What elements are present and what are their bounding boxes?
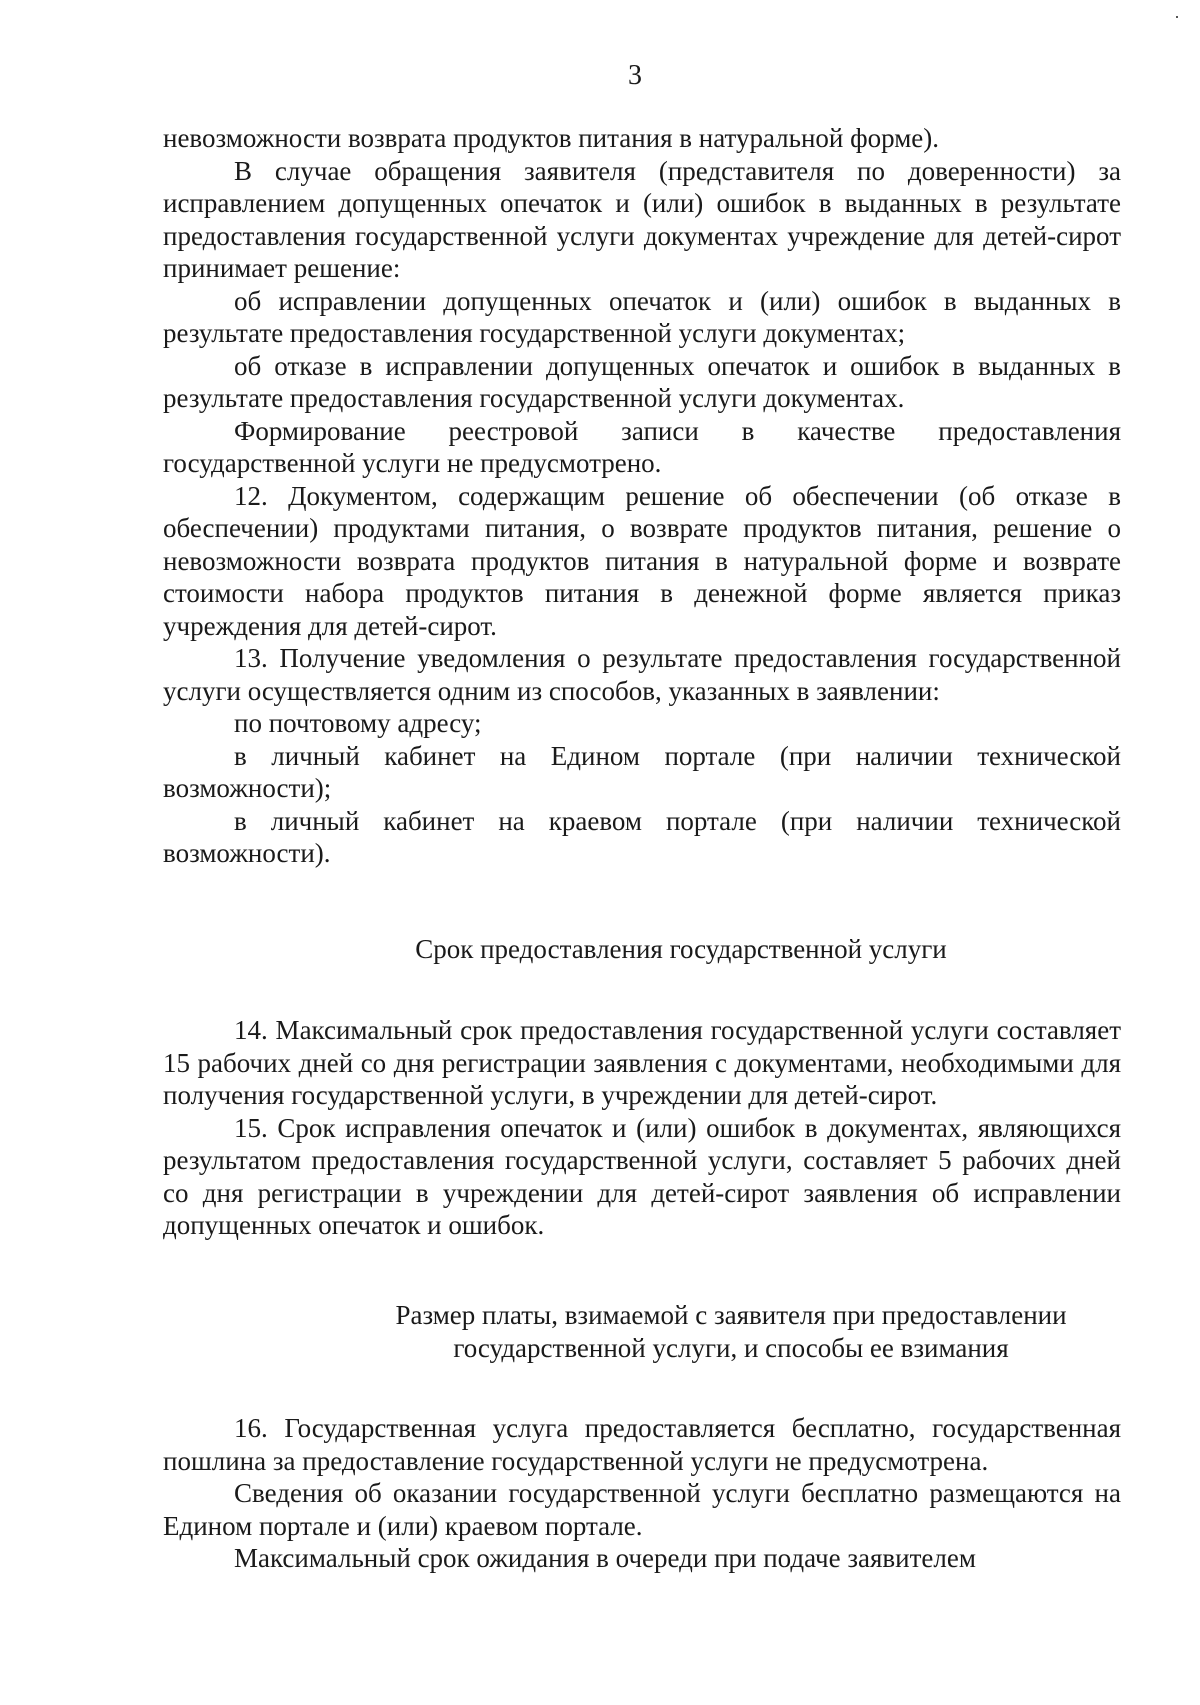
paragraph: Максимальный срок ожидания в очереди при подаче заявителем xyxy=(234,1543,976,1573)
section-results-block xyxy=(163,122,1121,870)
list-item: по почтовому адресу; xyxy=(234,708,482,738)
paragraph-item-14: 14. Максимальный срок предоставления государственной услуги составляет 15 рабочих дней со дня регистрации заявления с документами, необходимыми для получения государственной услуги, в учреждении для детей-сирот. xyxy=(163,1015,1121,1110)
section-fee-block xyxy=(163,1412,1121,1575)
paragraph-item-13: 13. Получение уведомления о результате предоставления государственной услуги осуществляется одним из способов, указанных в заявлении: xyxy=(163,643,1121,706)
paragraph: В случае обращения заявителя (представителя по доверенности) за исправлением допущенных опечаток и (или) ошибок в выданных в результате предоставления государственной услуги документах учреждение для детей-сирот принимает решение: xyxy=(163,155,1121,283)
heading-line: государственной услуги, и способы ее взимания xyxy=(453,1332,1009,1363)
paragraph: об исправлении допущенных опечаток и (или) ошибок в выданных в результате предоставления государственной услуги документах; xyxy=(163,285,1121,348)
paragraph: об отказе в исправлении допущенных опечаток и ошибок в выданных в результате предоставления государственной услуги документах. xyxy=(163,350,1121,413)
paragraph-item-15: 15. Срок исправления опечаток и (или) ошибок в документах, являющихся результатом предоставления государственной услуги, составляет 5 рабочих дней со дня регистрации в учреждении для детей-сирот заявления об исправлении допущенных опечаток и ошибок. xyxy=(163,1112,1121,1240)
paragraph: Сведения об оказании государственной услуги бесплатно размещаются на Едином портале и (или) краевом портале. xyxy=(163,1478,1121,1541)
section-term-block xyxy=(163,1014,1121,1242)
list-item: в личный кабинет на краевом портале (при наличии технической возможности). xyxy=(163,805,1121,868)
paragraph: Формирование реестровой записи в качестве предоставления государственной услуги не предусмотрено. xyxy=(163,415,1121,478)
page-number: 3 xyxy=(628,60,642,91)
paragraph-item-12: 12. Документом, содержащим решение об обеспечении (об отказе в обеспечении) продуктами питания, о возврате продуктов питания, решение о невозможности возврата продуктов питания в натуральной форме и возврате стоимости набора продуктов питания в денежной форме является приказ учреждения для детей-сирот. xyxy=(163,480,1121,641)
list-item: в личный кабинет на Едином портале (при наличии технической возможности); xyxy=(163,740,1121,803)
paragraph: невозможности возврата продуктов питания в натуральной форме). xyxy=(163,123,939,153)
section-heading-fee xyxy=(163,1299,1200,1364)
section-heading-term: Срок предоставления государственной услуги xyxy=(415,934,947,964)
scan-mark xyxy=(1176,16,1178,18)
heading-line: Размер платы, взимаемой с заявителя при предоставлении xyxy=(395,1300,1067,1330)
paragraph-item-16: 16. Государственная услуга предоставляется бесплатно, государственная пошлина за предоставление государственной услуги не предусмотрена. xyxy=(163,1413,1121,1476)
